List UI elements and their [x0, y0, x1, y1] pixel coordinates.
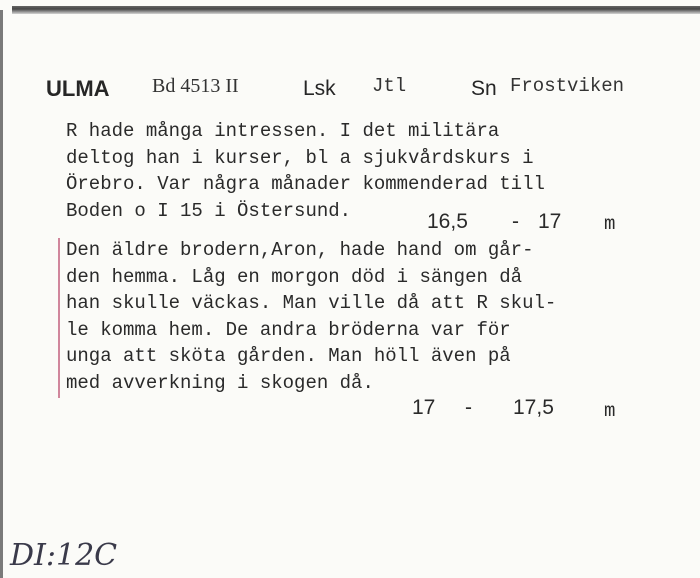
text-line: Boden o I 15 i Östersund. — [66, 199, 352, 222]
informant-name: ULMA — [46, 76, 110, 101]
text-line: deltog han i kurser, bl a sjukvårdskurs i — [66, 146, 534, 169]
paragraph-1 — [66, 118, 545, 224]
text-line: unga att sköta gården. Man höll även på — [66, 345, 511, 367]
text-line: Den äldre brodern,Aron, hade hand om går- — [66, 239, 534, 261]
range-2-unit: m — [604, 400, 616, 422]
range-1-start: 16,5 — [427, 210, 468, 233]
text-line: Örebro. Var några månader kommenderad till — [66, 173, 545, 195]
text-line: han skulle väckas. Man ville då att R skul- — [66, 292, 557, 314]
sn-label: Sn — [471, 77, 497, 100]
text-line: med avverkning i skogen då. — [66, 371, 374, 394]
lsk-value: Jtl — [372, 75, 407, 97]
margin-marker — [58, 238, 60, 398]
text-line: den hemma. Låg en morgon död i sängen då — [66, 265, 523, 288]
text-line: R hade många intressen. I det militära — [66, 120, 500, 142]
range-1-dash: - — [512, 210, 519, 233]
text-line: le komma hem. De andra bröderna var för — [66, 318, 511, 341]
paragraph-2 — [66, 237, 556, 396]
tape-number: Bd 4513 II — [152, 75, 239, 97]
range-1-end: 17 — [538, 210, 562, 233]
card-top-edge — [12, 6, 700, 14]
card-header — [0, 74, 700, 104]
range-2-end: 17,5 — [513, 396, 554, 419]
range-2-start: 17 — [412, 396, 436, 419]
lsk-label: Lsk — [303, 77, 336, 100]
range-1-unit: m — [604, 213, 616, 235]
handwritten-archive-code: DI:12C — [10, 538, 118, 573]
sn-value: Frostviken — [510, 75, 625, 97]
range-2-dash: - — [465, 396, 472, 419]
